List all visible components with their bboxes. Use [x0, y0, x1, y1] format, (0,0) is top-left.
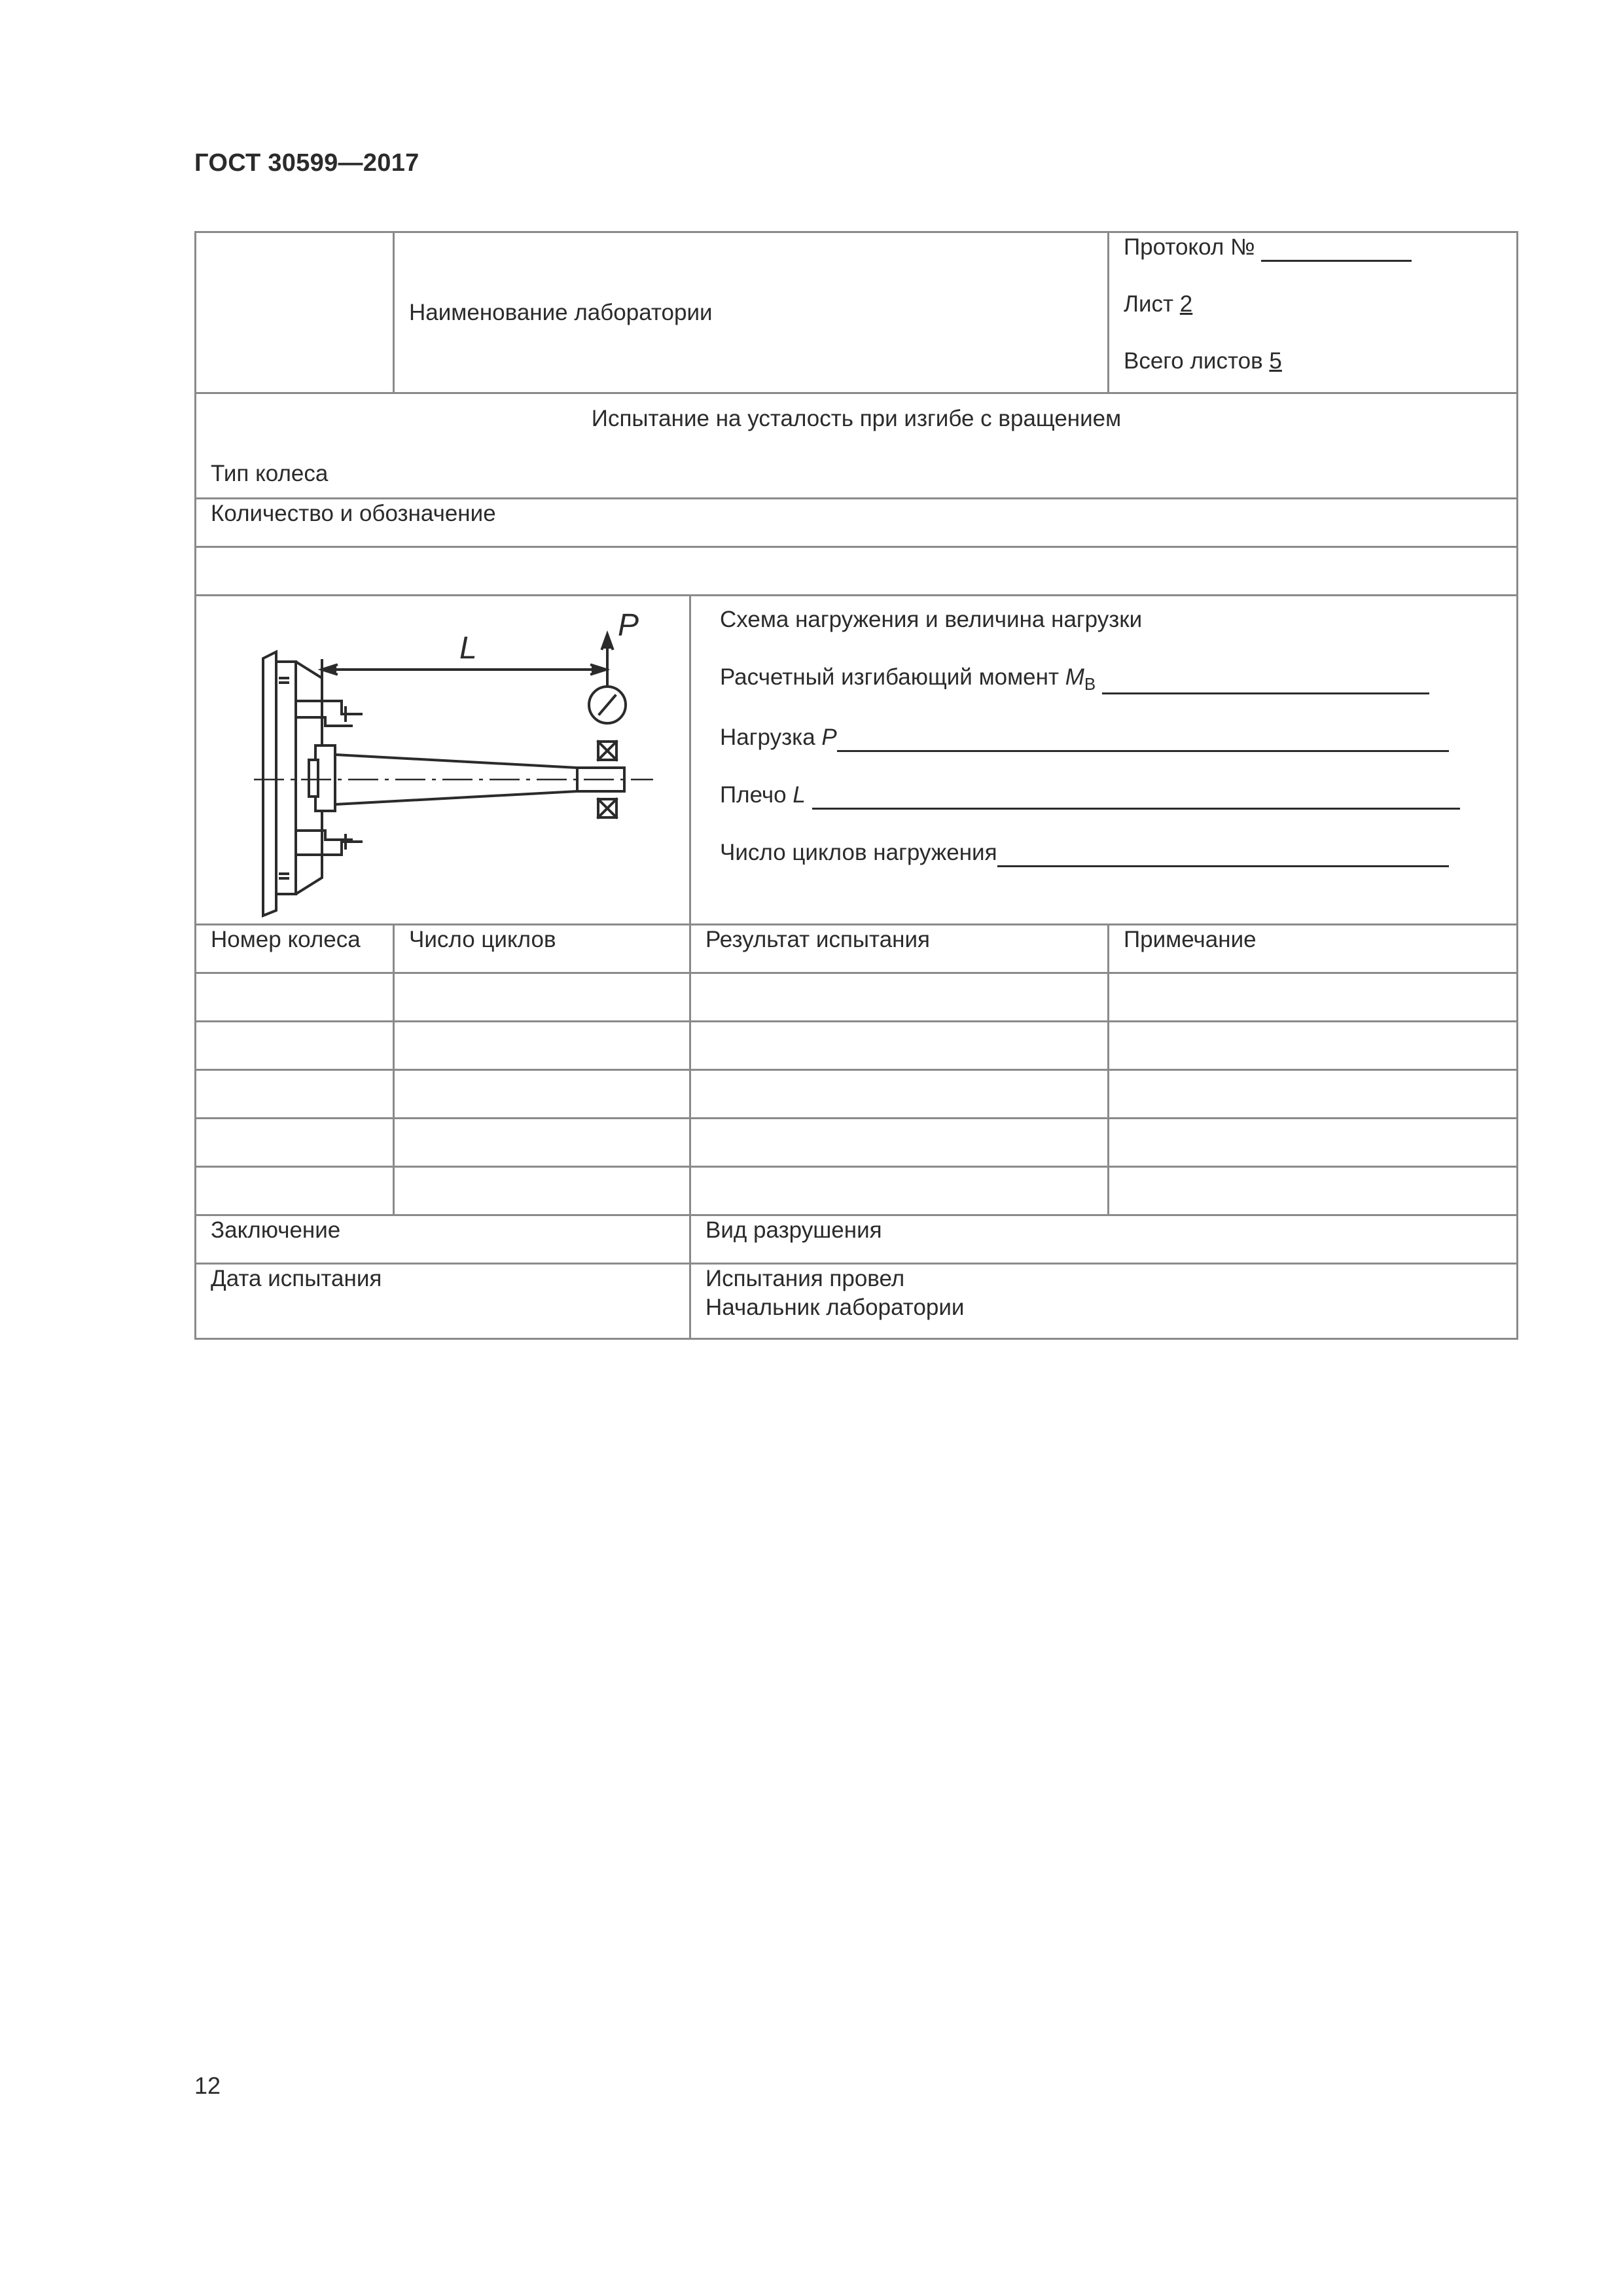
moment-line: Расчетный изгибающий момент $M_В$ — [720, 663, 1488, 695]
quantity-row — [196, 499, 1518, 547]
protocol-info-cell — [1109, 232, 1518, 393]
test-date-label: Дата испытания — [196, 1264, 690, 1339]
signature-row — [196, 1264, 1518, 1339]
page-number: 12 — [194, 2072, 221, 2099]
sheet-number: 2 — [1179, 291, 1193, 317]
tested-by-label: Испытания провел — [705, 1266, 905, 1291]
load-field[interactable] — [837, 726, 1449, 752]
scheme-row — [196, 596, 1518, 925]
col-cycles: Число циклов — [394, 925, 690, 973]
failure-type-label: Вид разрушения — [690, 1215, 1518, 1264]
load-parameters-cell — [690, 596, 1518, 925]
results-header-row — [196, 925, 1518, 973]
lab-head-label: Начальник лаборатории — [705, 1294, 965, 1320]
cycles-line: Число циклов нагружения — [720, 838, 1488, 867]
col-wheel-number: Номер колеса — [196, 925, 394, 973]
standard-header: ГОСТ 30599—2017 — [194, 149, 419, 177]
loading-scheme-diagram — [211, 596, 705, 924]
quantity-label: Количество и обозначение — [196, 499, 1518, 547]
loading-diagram-cell — [196, 596, 690, 925]
table-row — [196, 1167, 1518, 1215]
arm-field[interactable] — [812, 784, 1460, 810]
protocol-number-field[interactable] — [1261, 236, 1412, 262]
test-title-row — [196, 393, 1518, 499]
blank-row — [196, 547, 1518, 596]
sheet-line: Лист 2 — [1124, 291, 1193, 317]
conclusion-row — [196, 1215, 1518, 1264]
table-row — [196, 1119, 1518, 1167]
scheme-heading: Схема нагружения и величина нагрузки — [720, 607, 1143, 632]
table-row — [196, 1022, 1518, 1070]
load-line: Нагрузка P — [720, 723, 1488, 752]
logo-cell — [196, 232, 394, 393]
col-result: Результат испытания — [690, 925, 1109, 973]
cycles-field[interactable] — [997, 842, 1449, 867]
lab-name-cell — [394, 232, 1109, 393]
protocol-header-row — [196, 232, 1518, 393]
col-note: Примечание — [1109, 925, 1518, 973]
force-label-P: P — [618, 608, 639, 643]
lab-name-label: Наименование лаборатории — [409, 299, 713, 325]
total-sheets-number: 5 — [1269, 348, 1282, 374]
total-sheets-line: Всего листов 5 — [1124, 348, 1282, 374]
table-row — [196, 973, 1518, 1022]
arm-line: Плечо L — [720, 781, 1488, 810]
moment-field[interactable] — [1102, 669, 1429, 694]
table-row — [196, 1070, 1518, 1119]
wheel-type-label: Тип колеса — [211, 460, 329, 486]
test-title: Испытание на усталость при изгибе с вращением — [591, 406, 1122, 431]
protocol-number-line: Протокол № — [1124, 233, 1502, 262]
protocol-table — [194, 231, 1518, 1340]
dimension-label-L: L — [459, 631, 477, 666]
signatures-cell — [690, 1264, 1518, 1339]
conclusion-label: Заключение — [196, 1215, 690, 1264]
